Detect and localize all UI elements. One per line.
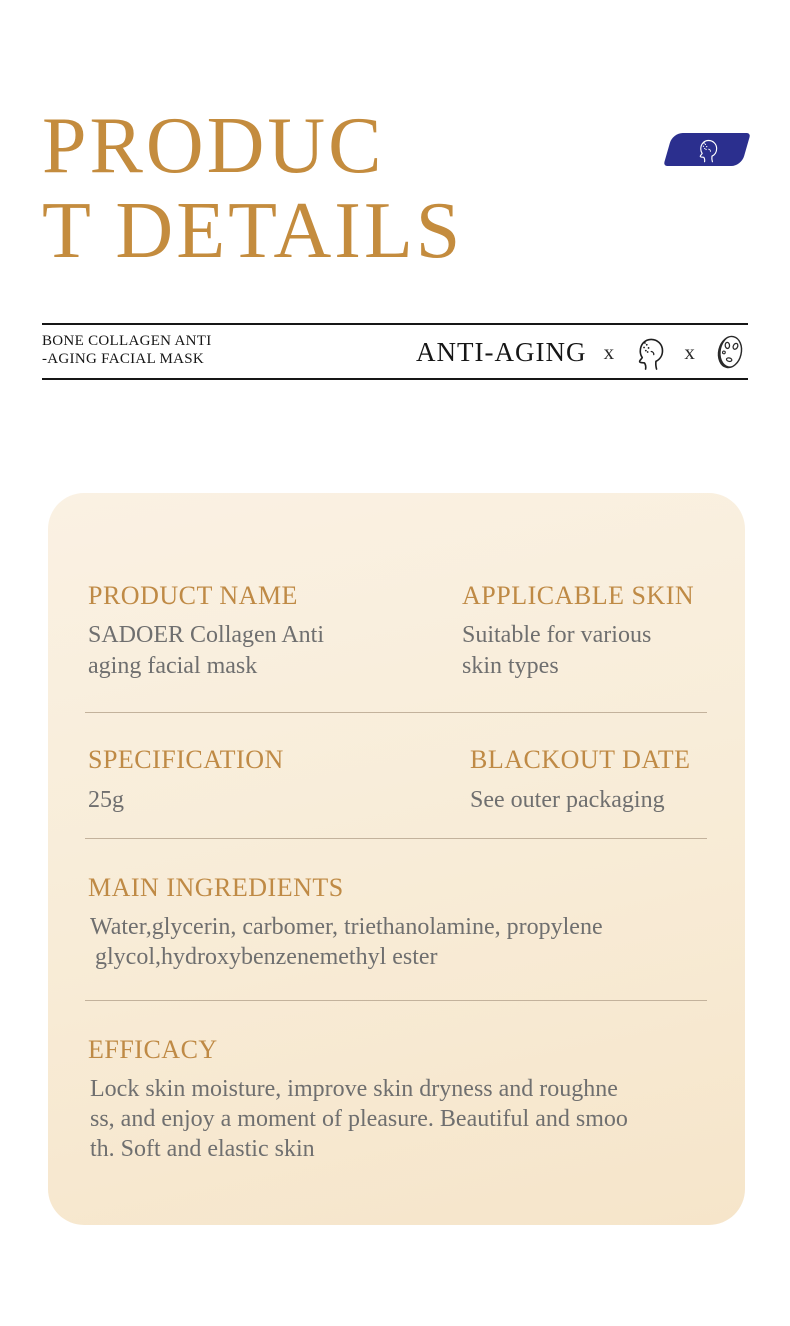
page-title [42, 104, 463, 274]
tagline-text: ANTI-AGING [416, 336, 587, 367]
aging-head-icon [694, 136, 720, 163]
applicable-skin-label: APPLICABLE SKIN [462, 581, 695, 610]
header-rule-top [42, 323, 748, 325]
header-rule-bottom [42, 378, 748, 380]
card-divider [85, 838, 707, 839]
main-ingredients-label: MAIN INGREDIENTS [88, 873, 344, 902]
tagline-row [416, 329, 748, 375]
brand-badge [663, 133, 750, 166]
specification-label: SPECIFICATION [88, 745, 284, 774]
applicable-skin-value: Suitable for various skin types [462, 622, 652, 679]
blackout-date-value: See outer packaging [470, 787, 665, 813]
card-divider [85, 1000, 707, 1001]
card-divider [85, 712, 707, 713]
face-mask-icon [712, 332, 748, 372]
efficacy-value: Lock skin moisture, improve skin dryness and roughne ss, and enjoy a moment of pleasure. Beautiful and smoo th. Soft and elastic skin [90, 1076, 628, 1162]
product-name-label: PRODUCT NAME [88, 581, 298, 610]
product-subtitle-line-2: -AGING FACIAL MASK [42, 351, 205, 367]
page-title-line-2: T DETAILS [42, 187, 464, 275]
product-subtitle [42, 332, 212, 368]
main-ingredients-value: Water,glycerin, carbomer, triethanolamine, propylene glycol,hydroxybenzenemethyl ester [90, 914, 603, 970]
aging-head-icon [631, 333, 667, 371]
multiply-separator: x [603, 339, 615, 364]
product-name-value: SADOER Collagen Anti aging facial mask [88, 622, 325, 679]
product-info-card [48, 493, 745, 1225]
efficacy-label: EFFICACY [88, 1035, 218, 1064]
product-subtitle-line-1: BONE COLLAGEN ANTI [42, 333, 212, 349]
multiply-separator: x [684, 339, 695, 364]
page-title-line-1: PRODUC [42, 102, 385, 190]
specification-value: 25g [88, 787, 124, 813]
blackout-date-label: BLACKOUT DATE [470, 745, 691, 774]
